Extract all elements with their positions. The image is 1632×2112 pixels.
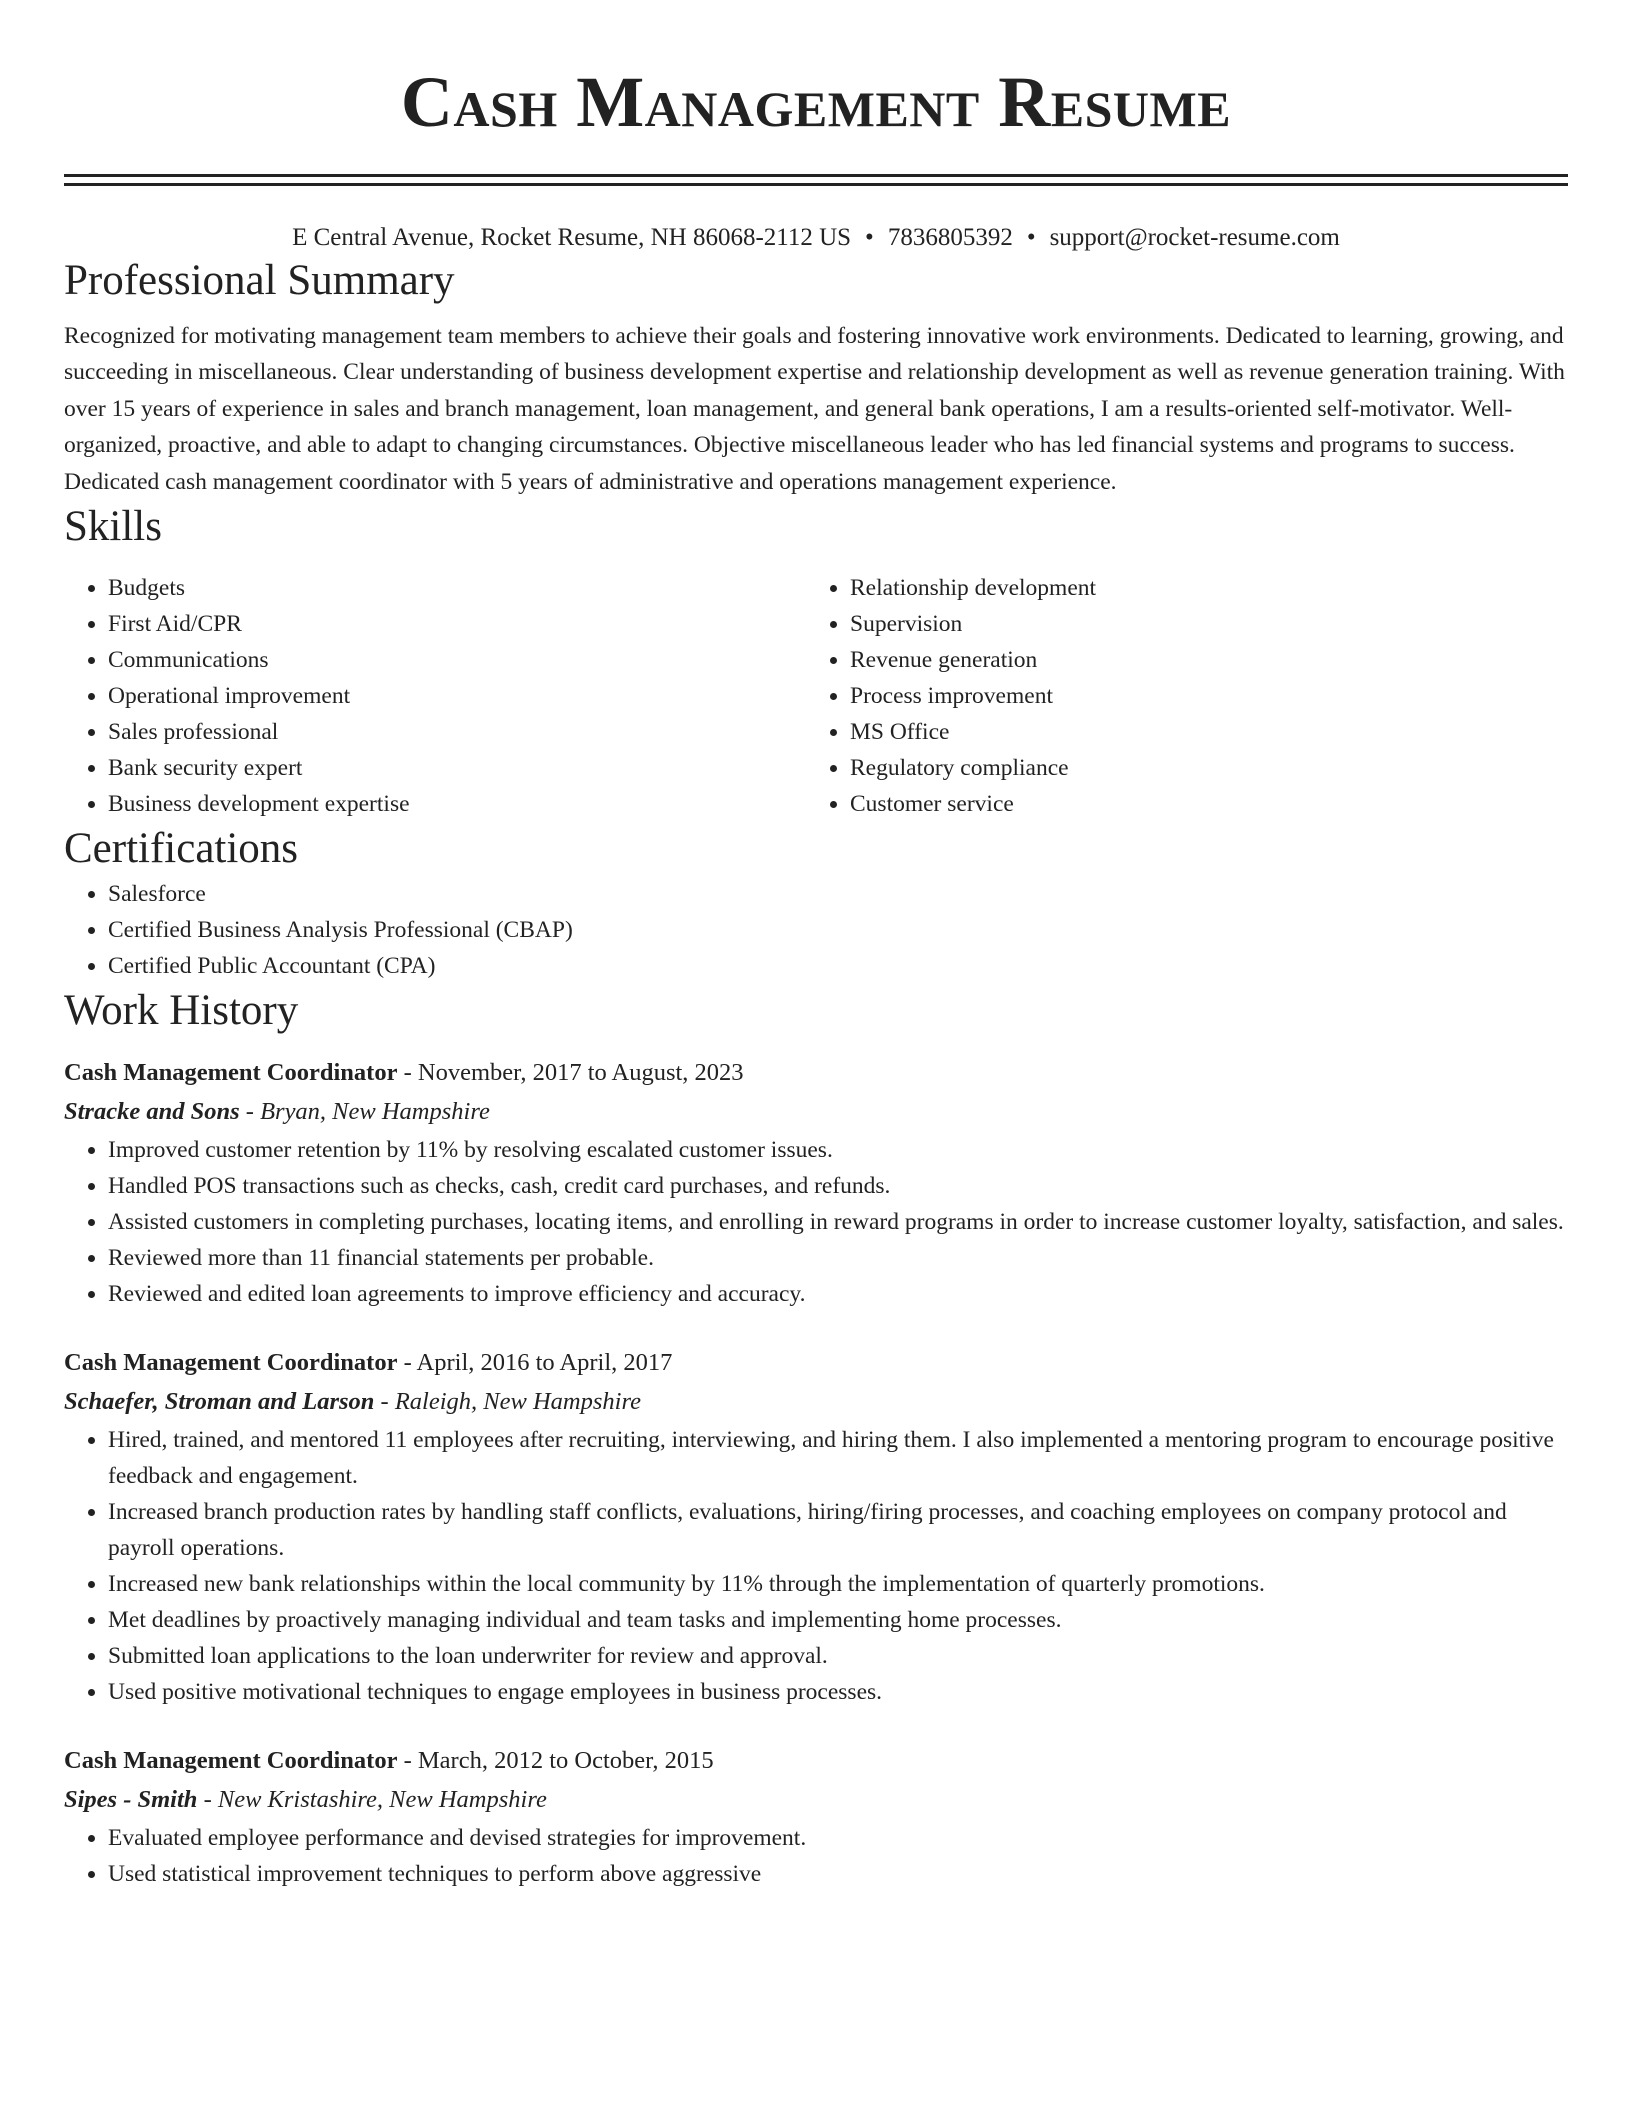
job-bullet: • Hired, trained, and mentored 11 employees after recruiting, interviewing, and hiring them. I also implemented a mentoring program to encourage positive feedback and engagement. bbox=[108, 1422, 1568, 1494]
skills-list-right bbox=[850, 570, 1548, 822]
job-entry bbox=[64, 1054, 1568, 1312]
contact-address: E Central Avenue, Rocket Resume, NH 86068-2112 US bbox=[292, 224, 852, 251]
company-name: Schaefer, Stroman and Larson bbox=[64, 1388, 375, 1416]
contact-email: support@rocket-resume.com bbox=[1049, 224, 1340, 251]
contact-separator: • bbox=[865, 224, 874, 251]
skill-item: • Process improvement bbox=[850, 678, 1548, 714]
company-location: New Kristashire, New Hampshire bbox=[217, 1786, 547, 1814]
job-entry bbox=[64, 1742, 1568, 1892]
job-title-line: Cash Management Coordinator - April, 2016 to April, 2017 bbox=[64, 1349, 673, 1377]
contact-phone: 7836805392 bbox=[887, 224, 1013, 251]
certification-item: • Certified Business Analysis Professional (CBAP) bbox=[108, 912, 1568, 948]
job-bullet: • Increased new bank relationships within the local community by 11% through the implementation of quarterly promotions. bbox=[108, 1566, 1568, 1602]
skills-list-left bbox=[108, 570, 806, 822]
job-bullet: • Handled POS transactions such as checks, cash, credit card purchases, and refunds. bbox=[108, 1168, 1568, 1204]
certification-item: • Certified Public Accountant (CPA) bbox=[108, 948, 1568, 984]
work-history-heading: Work History bbox=[64, 987, 299, 1035]
job-dates: March, 2012 to October, 2015 bbox=[417, 1747, 714, 1775]
company-location: Raleigh, New Hampshire bbox=[394, 1388, 641, 1416]
job-bullets bbox=[64, 1820, 1568, 1892]
skill-item: • Budgets bbox=[108, 570, 806, 606]
job-bullet: • Evaluated employee performance and devised strategies for improvement. bbox=[108, 1820, 1568, 1856]
skill-item: • Supervision bbox=[850, 606, 1548, 642]
job-title: Cash Management Coordinator bbox=[64, 1349, 398, 1377]
skill-item: • First Aid/CPR bbox=[108, 606, 806, 642]
skills-column-left bbox=[64, 570, 806, 822]
skill-item: • Business development expertise bbox=[108, 786, 806, 822]
job-bullet: • Used positive motivational techniques to engage employees in business processes. bbox=[108, 1674, 1568, 1710]
job-entry bbox=[64, 1344, 1568, 1710]
job-title-line: Cash Management Coordinator - March, 2012 to October, 2015 bbox=[64, 1747, 714, 1775]
job-title-line: Cash Management Coordinator - November, 2017 to August, 2023 bbox=[64, 1059, 744, 1087]
certifications-heading: Certifications bbox=[64, 825, 299, 873]
company-line: Schaefer, Stroman and Larson - Raleigh, New Hampshire bbox=[64, 1388, 641, 1416]
job-bullet: • Submitted loan applications to the loan underwriter for review and approval. bbox=[108, 1638, 1568, 1674]
job-bullet: • Assisted customers in completing purchases, locating items, and enrolling in reward programs in order to increase customer loyalty, satisfaction, and sales. bbox=[108, 1204, 1568, 1240]
skills-grid bbox=[64, 570, 1568, 822]
company-line: Sipes - Smith - New Kristashire, New Hampshire bbox=[64, 1786, 547, 1814]
resume-title: Cash Management Resume bbox=[400, 62, 1232, 142]
certification-item: • Salesforce bbox=[108, 876, 1568, 912]
skill-item: • Relationship development bbox=[850, 570, 1548, 606]
company-line: Stracke and Sons - Bryan, New Hampshire bbox=[64, 1098, 490, 1126]
summary-heading: Professional Summary bbox=[64, 257, 455, 304]
job-dates: November, 2017 to August, 2023 bbox=[417, 1059, 744, 1087]
job-bullet: • Used statistical improvement techniques to perform above aggressive bbox=[108, 1856, 1568, 1892]
job-bullet: • Reviewed more than 11 financial statements per probable. bbox=[108, 1240, 1568, 1276]
company-location: Bryan, New Hampshire bbox=[260, 1098, 490, 1126]
title-double-rule bbox=[64, 174, 1568, 186]
skill-item: • MS Office bbox=[850, 714, 1548, 750]
contact-separator: • bbox=[1026, 224, 1036, 251]
skills-column-right bbox=[806, 570, 1548, 822]
job-bullets bbox=[64, 1422, 1568, 1710]
job-dates: April, 2016 to April, 2017 bbox=[416, 1349, 673, 1377]
job-title: Cash Management Coordinator bbox=[64, 1059, 398, 1087]
skill-item: • Revenue generation bbox=[850, 642, 1548, 678]
skill-item: • Operational improvement bbox=[108, 678, 806, 714]
company-name: Sipes - Smith bbox=[64, 1786, 198, 1814]
job-bullets bbox=[64, 1132, 1568, 1312]
certifications-list bbox=[64, 876, 1568, 984]
job-title: Cash Management Coordinator bbox=[64, 1747, 398, 1775]
company-name: Stracke and Sons bbox=[64, 1098, 240, 1126]
skill-item: • Bank security expert bbox=[108, 750, 806, 786]
skill-item: • Sales professional bbox=[108, 714, 806, 750]
skill-item: • Customer service bbox=[850, 786, 1548, 822]
summary-text: Recognized for motivating management team members to achieve their goals and fostering innovative work environments. Dedicated to learning, growing, and succeeding in miscellaneous. Clear understanding of business development expertise and relationship development as well as revenue generation training. With over 15 years of experience in sales and branch management, loan management, and general bank operations, I am a results-oriented self-motivator. Well-organized, proactive, and able to adapt to changing circumstances. Objective miscellaneous leader who has led financial systems and programs to success. Dedicated cash management coordinator with 5 years of administrative and operations management experience. bbox=[64, 323, 1565, 495]
skill-item: • Communications bbox=[108, 642, 806, 678]
skill-item: • Regulatory compliance bbox=[850, 750, 1548, 786]
skills-heading: Skills bbox=[64, 503, 162, 551]
contact-line bbox=[64, 222, 1568, 254]
job-bullet: • Increased branch production rates by handling staff conflicts, evaluations, hiring/firing processes, and coaching employees on company protocol and payroll operations. bbox=[108, 1494, 1568, 1566]
job-bullet: • Improved customer retention by 11% by resolving escalated customer issues. bbox=[108, 1132, 1568, 1168]
job-bullet: • Met deadlines by proactively managing individual and team tasks and implementing home processes. bbox=[108, 1602, 1568, 1638]
job-bullet: • Reviewed and edited loan agreements to improve efficiency and accuracy. bbox=[108, 1276, 1568, 1312]
